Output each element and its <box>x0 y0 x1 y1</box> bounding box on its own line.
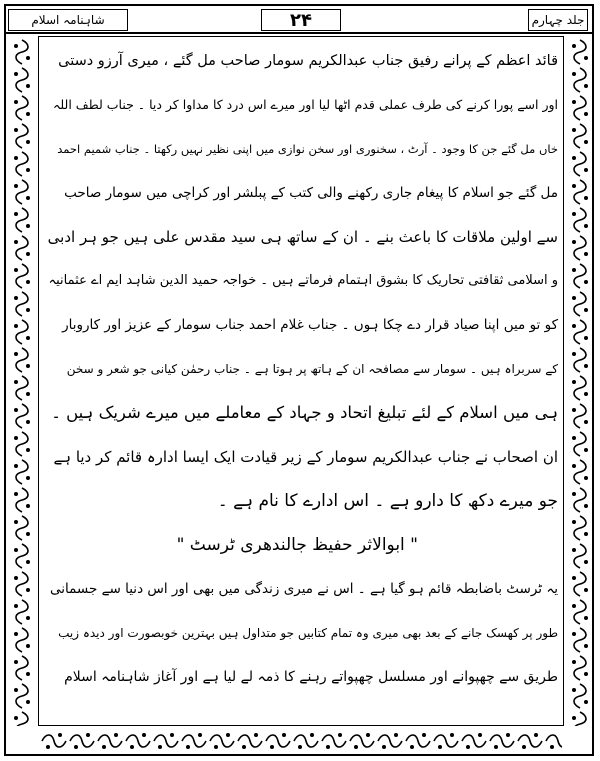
body-text <box>44 42 558 722</box>
body-line: قائد اعظم کے پرانے رفیق جناب عبدالکریم سومار صاحب مل گئے ، میری آرزو دستی <box>58 53 558 69</box>
body-line: خاں مل گئے جن کا وجود ۔ آرٹ ، سخنوری اور سخن نوازی میں اپنی نظیر نہیں رکھتا ۔ جناب شمیم احمد <box>57 142 558 156</box>
left-ornament-border <box>8 38 36 726</box>
body-line: کے سربراہ ہیں ۔ سومار سے مصافحہ ان کے ہاتھ پر ہوتا ہے ۔ جناب رحمٰن کیانی جو شعر و سخن <box>66 362 558 376</box>
body-line: ان اصحاب نے جناب عبدالکریم سومار کے زیر قیادت ایک ایسا ادارہ قائم کر دیا ہے <box>53 448 558 466</box>
body-line: سے اولین ملاقات کا باعث بنے ۔ ان کے ساتھ ہی سید مقدس علی ہیں جو ہر ادبی <box>47 228 558 246</box>
body-line: یہ ٹرسٹ باضابطہ قائم ہو گیا ہے ۔ اس نے میری زندگی میں بھی اور اس دنیا سے جسمانی <box>50 581 558 597</box>
trust-name-line: " ابوالاثر حفیظ جالندھری ٹرسٹ " <box>176 535 418 555</box>
body-line: کو تو میں اپنا صیاد قرار دے چکا ہوں ۔ جناب غلام احمد جناب سومار کے عزیز اور کاروبار <box>62 317 558 333</box>
right-ornament-border <box>566 38 594 726</box>
body-line: طور پر کھسک جانے کے بعد بھی میری وہ تمام کتابیں جو متداول ہیں بہترین خوبصورت اور دیدہ زیب <box>58 626 558 640</box>
body-line: مل گئے جو اسلام کا پیغام جاری رکھنے والی کتب کے پبلشر اور کراچی میں سومار صاحب <box>64 185 558 201</box>
page-number: ۲۴ <box>290 9 312 31</box>
body-line: جو میرے دکھ کا دارو ہے ۔ اس ادارے کا نام ہے ۔ <box>217 491 558 511</box>
bottom-ornament-border <box>40 728 562 754</box>
volume-label: جلد چہارم <box>531 13 585 27</box>
body-line: ہی میں اسلام کے لئے تبلیغ اتحاد و جہاد کے معاملے میں میرے شریک ہیں ۔ <box>51 403 558 422</box>
body-line: اور اسے پورا کرنے کی طرف عملی قدم اٹھا لیا اور میرے اس درد کا مداوا کر دیا ۔ جناب لطف اللہ <box>53 97 558 112</box>
magazine-title: شاہنامہ اسلام <box>31 13 105 27</box>
body-line: طریق سے چھپوانے اور مسلسل چھپواتے رہنے کا ذمہ لے لیا ہے اور آغاز شاہنامہ اسلام <box>64 669 558 685</box>
body-line: و اسلامی ثقافتی تحاریک کا بشوق اہتمام فرماتے ہیں ۔ خواجہ حمید الدین شاہد ایم اے عثمانیہ <box>48 273 558 288</box>
